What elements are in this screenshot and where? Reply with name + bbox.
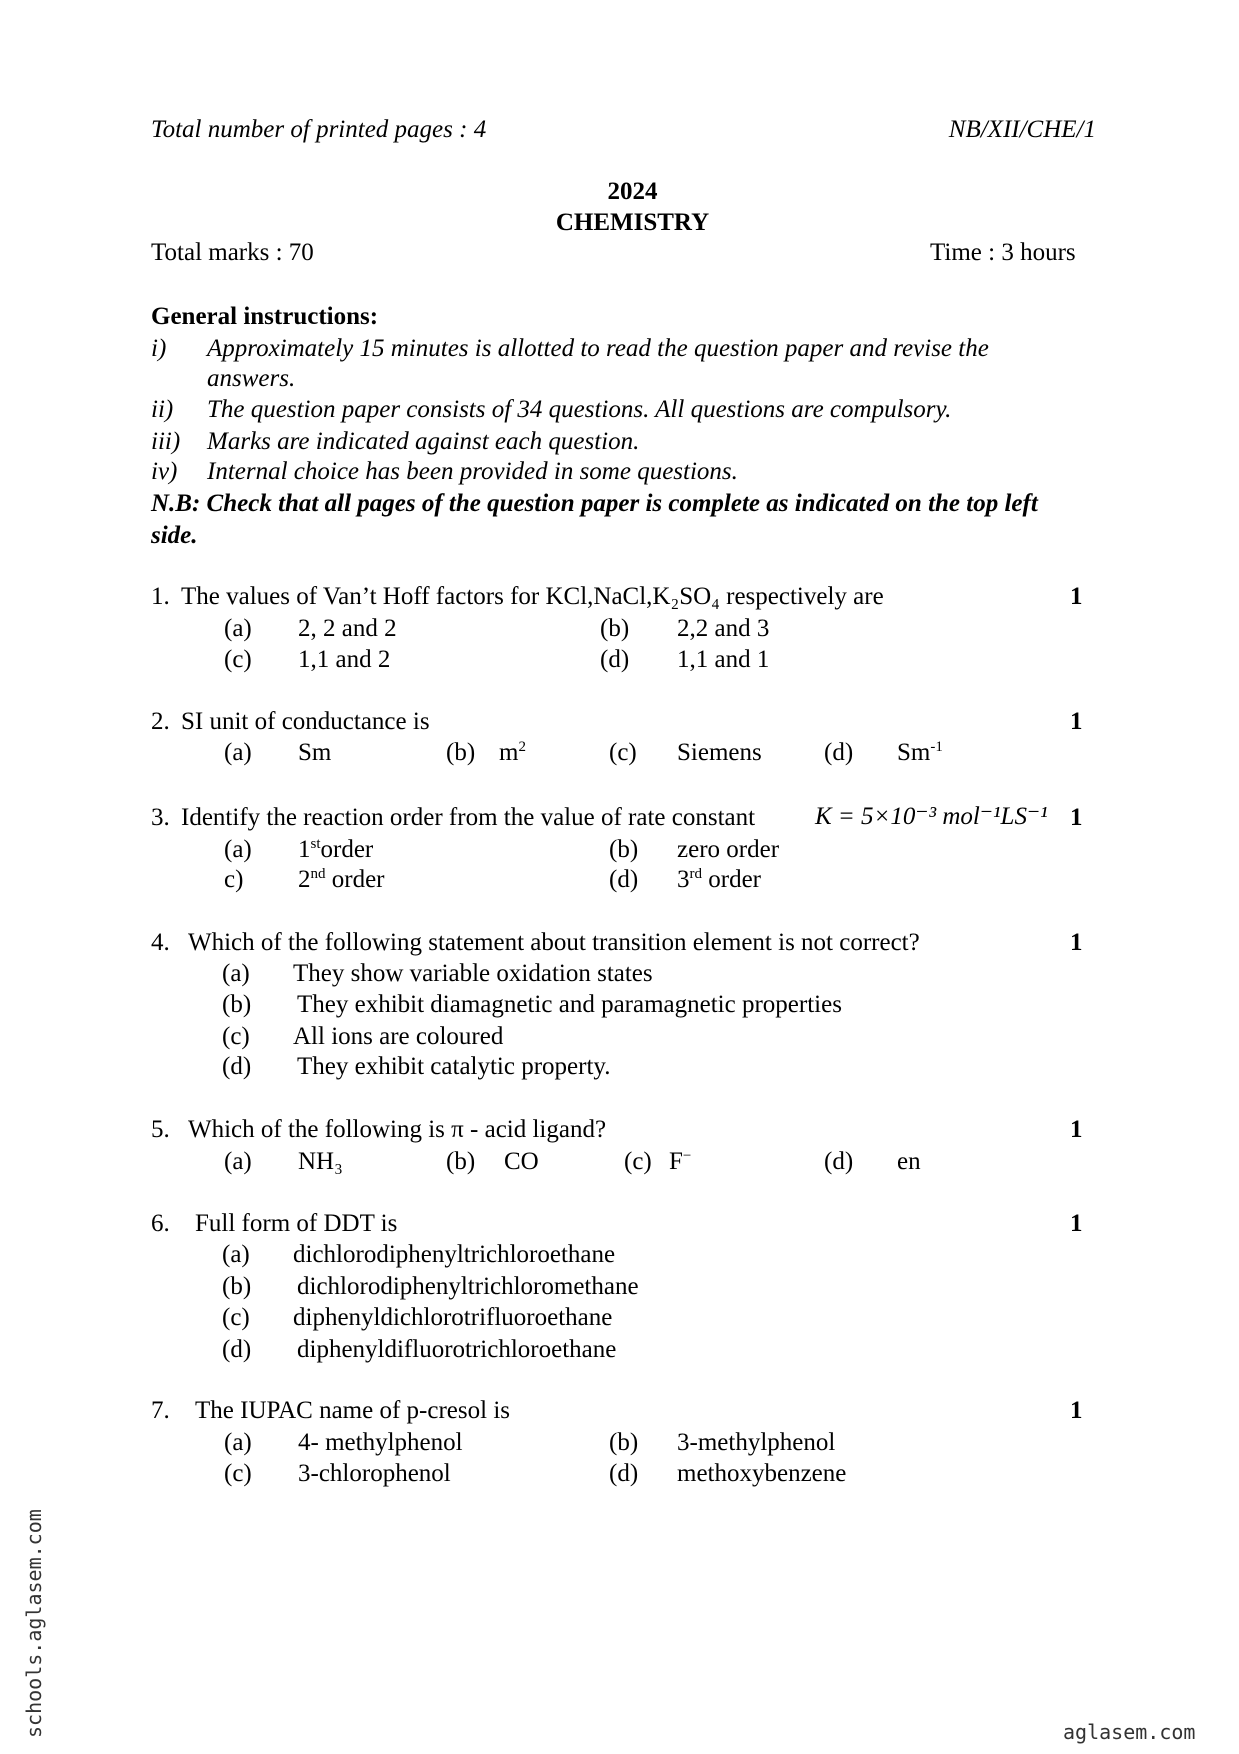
question-text: Identify the reaction order from the value of rate constant — [181, 804, 756, 831]
option-superscript: nd — [310, 866, 326, 882]
option-value: F — [669, 1148, 683, 1175]
option-text — [298, 1461, 451, 1486]
option-value: Sm — [298, 739, 332, 766]
option-label: (d) — [824, 739, 854, 766]
option-label: (a) — [224, 739, 252, 766]
option-value: Sm — [897, 739, 931, 766]
option-value: 3-methylphenol — [677, 1429, 836, 1456]
option-label: (a) — [222, 1241, 250, 1268]
option-value: 4- methylphenol — [298, 1429, 463, 1456]
option-text — [293, 1242, 615, 1267]
question-number: 1. — [151, 583, 170, 610]
instruction-number: iv) — [151, 458, 178, 485]
question-marks: 1 — [1070, 708, 1083, 735]
paper-code: NB/XII/CHE/1 — [948, 116, 1096, 143]
option-text — [298, 1430, 463, 1455]
option-label: (d) — [824, 1148, 854, 1175]
option-label: c) — [224, 866, 244, 893]
option-value: diphenyldichlorotrifluoroethane — [293, 1304, 613, 1331]
question-marks: 1 — [1070, 1210, 1083, 1237]
question-number: 5. — [151, 1116, 170, 1143]
option-value: zero order — [677, 836, 780, 863]
option-text — [298, 867, 385, 892]
option-label: (c) — [609, 739, 637, 766]
option-text — [298, 740, 331, 765]
option-value: 2 — [298, 866, 311, 893]
nb-note: N.B: Check that all pages of the question paper is complete as indicated on the top left — [151, 490, 1038, 517]
option-label: (a) — [224, 1148, 252, 1175]
question-marks: 1 — [1070, 804, 1083, 831]
option-label: (a) — [222, 960, 250, 987]
option-text — [499, 740, 526, 765]
option-value: dichlorodiphenyltrichloromethane — [297, 1273, 639, 1300]
option-label: (b) — [446, 1148, 476, 1175]
option-text — [297, 1337, 616, 1362]
exam-year: 2024 — [607, 178, 658, 205]
option-label: (c) — [222, 1304, 250, 1331]
option-label: (b) — [600, 615, 630, 642]
question-number: 2. — [151, 708, 170, 735]
option-value: en — [897, 1148, 921, 1175]
option-text — [897, 1149, 921, 1174]
option-label: (b) — [446, 739, 476, 766]
option-text — [297, 992, 842, 1017]
instruction-number: ii) — [151, 396, 174, 423]
question-text: Which of the following is π - acid ligand? — [188, 1116, 607, 1143]
option-suffix: order — [702, 866, 761, 893]
option-value: m — [499, 739, 519, 766]
question-text: The values of Van’t Hoff factors for KCl,NaCl,K₂SO₄ respectively are — [181, 583, 884, 610]
instruction-text: Marks are indicated against each question. — [207, 428, 640, 455]
exam-time: Time : 3 hours — [930, 239, 1076, 266]
option-value: They show variable oxidation states — [293, 960, 653, 987]
option-label: (c) — [224, 1460, 252, 1487]
instruction-text: Internal choice has been provided in some questions. — [207, 458, 738, 485]
option-value: 2, 2 and 2 — [298, 615, 397, 642]
question-marks: 1 — [1070, 929, 1083, 956]
question-marks: 1 — [1070, 1397, 1083, 1424]
option-label: (d) — [222, 1053, 252, 1080]
instruction-text: The question paper consists of 34 questions. All questions are compulsory. — [207, 396, 952, 423]
total-marks: Total marks : 70 — [151, 239, 314, 266]
option-text — [677, 1430, 835, 1455]
instruction-text: answers. — [207, 365, 296, 392]
option-value: 1,1 and 2 — [298, 646, 391, 673]
watermark-bottom: aglasem.com — [1063, 1720, 1196, 1744]
question-text: SI unit of conductance is — [181, 708, 430, 735]
option-text — [293, 1305, 612, 1330]
option-value: All ions are coloured — [293, 1023, 504, 1050]
question-number: 3. — [151, 804, 170, 831]
option-value: 3-chlorophenol — [298, 1460, 451, 1487]
option-text — [298, 647, 390, 672]
option-text — [504, 1149, 539, 1174]
watermark-side: schools.aglasem.com — [22, 1509, 46, 1738]
option-text — [677, 1461, 846, 1486]
instructions-heading: General instructions: — [151, 303, 379, 330]
option-value: Siemens — [677, 739, 762, 766]
option-text — [293, 961, 653, 986]
option-text — [298, 1149, 343, 1174]
option-text — [297, 1054, 611, 1079]
option-superscript: rd — [689, 866, 702, 882]
question-text: The IUPAC name of p-cresol is — [195, 1397, 510, 1424]
option-value: NH₃ — [298, 1148, 343, 1175]
option-superscript: − — [682, 1148, 692, 1164]
option-text — [677, 837, 779, 862]
option-value: diphenyldifluorotrichloroethane — [297, 1336, 617, 1363]
option-value: dichlorodiphenyltrichloroethane — [293, 1241, 616, 1268]
question-text: Which of the following statement about transition element is not correct? — [188, 929, 920, 956]
nb-note-cont: side. — [151, 522, 198, 549]
option-text — [897, 740, 943, 765]
rate-constant-formula: K = 5×10⁻³ mol⁻¹LS⁻¹ — [815, 803, 1048, 830]
option-value: They exhibit catalytic property. — [297, 1053, 611, 1080]
question-marks: 1 — [1070, 1116, 1083, 1143]
option-suffix: order — [325, 866, 385, 893]
subject-title: CHEMISTRY — [555, 209, 710, 236]
option-text — [298, 837, 373, 862]
option-text — [677, 867, 761, 892]
instruction-number: iii) — [151, 428, 181, 455]
option-value: 2,2 and 3 — [677, 615, 770, 642]
option-text — [669, 1149, 691, 1174]
question-text: Full form of DDT is — [195, 1210, 398, 1237]
option-text — [297, 1274, 639, 1299]
option-label: (a) — [224, 836, 252, 863]
option-label: (a) — [224, 1429, 252, 1456]
option-label: (a) — [224, 615, 252, 642]
option-superscript: 2 — [518, 739, 526, 755]
option-value: methoxybenzene — [677, 1460, 847, 1487]
option-label: (d) — [609, 866, 639, 893]
question-number: 4. — [151, 929, 170, 956]
instruction-number: i) — [151, 335, 167, 362]
option-value: They exhibit diamagnetic and paramagnetic properties — [297, 991, 842, 1018]
instruction-text: Approximately 15 minutes is allotted to read the question paper and revise the — [207, 335, 989, 362]
printed-pages-note: Total number of printed pages : 4 — [151, 116, 487, 143]
option-text — [293, 1024, 503, 1049]
question-number: 7. — [151, 1397, 170, 1424]
option-value: 3 — [677, 866, 690, 893]
option-label: (d) — [222, 1336, 252, 1363]
option-suffix: order — [320, 836, 374, 863]
option-value: CO — [504, 1148, 539, 1175]
option-label: (b) — [609, 1429, 639, 1456]
option-label: (c) — [222, 1023, 250, 1050]
option-text — [677, 616, 769, 641]
option-value: 1,1 and 1 — [677, 646, 770, 673]
option-superscript: -1 — [930, 739, 943, 755]
option-text — [677, 647, 769, 672]
option-superscript: st — [310, 836, 321, 852]
option-text — [298, 616, 397, 641]
option-label: (b) — [609, 836, 639, 863]
question-marks: 1 — [1070, 583, 1083, 610]
option-label: (c) — [224, 646, 252, 673]
option-label: (b) — [222, 1273, 252, 1300]
option-text — [677, 740, 762, 765]
option-label: (d) — [609, 1460, 639, 1487]
option-label: (c) — [624, 1148, 652, 1175]
option-label: (b) — [222, 991, 252, 1018]
option-label: (d) — [600, 646, 630, 673]
option-value: 1 — [298, 836, 311, 863]
question-number: 6. — [151, 1210, 170, 1237]
